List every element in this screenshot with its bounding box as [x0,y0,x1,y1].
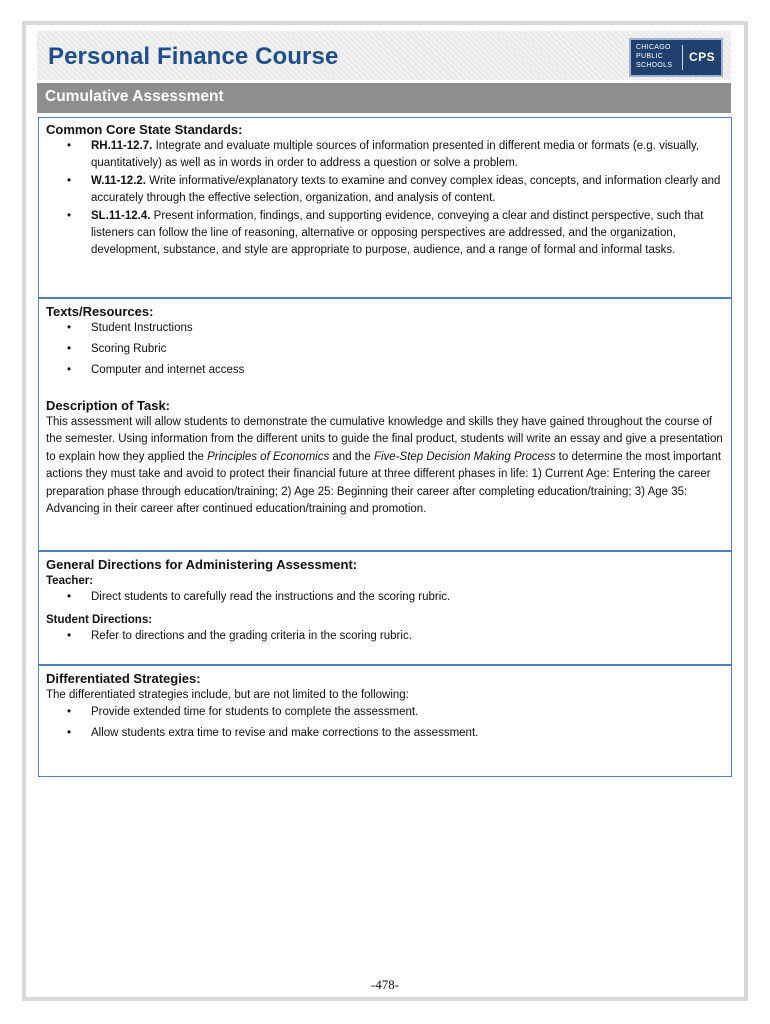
logo-line-1: CHICAGO [636,44,671,51]
teacher-list [46,589,723,606]
standard-text: Present information, findings, and supporting evidence, conveying a clear and distinct perspective, such that listeners can follow the line of reasoning, alternative or opposing perspectives are addressed, and the organization, development, substance, and style are appropriate to purpose, audience, and a range of formal and informal tasks. [91,209,704,257]
task-heading: Description of Task: [46,398,171,413]
logo-divider [682,45,683,70]
cps-logo [629,38,723,77]
strategy-item: • Provide extended time for students to complete the assessment. [46,704,723,721]
section-divider [39,550,731,552]
section-divider [39,297,731,299]
bullet-icon: • [67,174,72,187]
standard-text: Integrate and evaluate multiple sources of information presented in different media or formats (e.g. visually, quantitatively) as well as in words in order to address a question or solve a problem. [91,140,700,170]
subheader-bar [37,83,731,113]
resources-heading: Texts/Resources: [46,304,154,319]
page-title: Personal Finance Course [48,43,339,70]
task-description: This assessment will allow students to demonstrate the cumulative knowledge and skills they have gained throughout the course of the semester. Using information from the different units to guide the final product, students will write an essay and give a presentation to explain how they applied the Principles of Economics and the Five-Step Decision Making Process to determine the most important actions they must take and avoid to protect their financial future at three different phases in life: 1) Current Age: Entering the career preparation phase through education/training; 2) Age 25: Beginning their career after completing education/training; 3) Age 35: Advancing in their career after continued education/training and promotion. [46,416,723,516]
resource-item: • Scoring Rubric [46,341,723,358]
strategies-intro: The differentiated strategies include, but are not limited to the following: [46,689,409,701]
header-bar [37,31,731,80]
standard-text: Write informative/explanatory texts to examine and convey complex ideas, concepts, and information clearly and accurately through the effective selection, organization, and analysis of content. [91,174,721,205]
bullet-icon: • [67,630,72,643]
section-subtitle: Cumulative Assessment [45,88,224,105]
bullet-icon: • [67,140,72,152]
bullet-icon: • [67,209,72,222]
page-number: -478- [370,977,400,992]
task-section [39,394,731,518]
section-divider [39,664,731,666]
logo-wordmark [636,43,672,70]
strategies-heading: Differentiated Strategies: [46,671,201,686]
logo-abbreviation: CPS [689,50,716,64]
strategies-section [39,667,731,746]
teacher-item: • Direct students to carefully read the instructions and the scoring rubric. [46,589,723,606]
bullet-icon: • [67,322,72,334]
standard-item [46,208,723,260]
resources-list [46,320,723,379]
standard-code: W.11-12.2. [91,174,146,187]
content-box [38,117,732,777]
resource-item: • Computer and internet access [46,362,723,379]
strategy-item: • Allow students extra time to revise and make corrections to the assessment. [46,725,723,742]
bullet-icon: • [67,727,72,740]
bullet-icon: • [67,591,72,603]
standard-item [46,138,723,173]
bullet-icon: • [67,706,72,719]
directions-section [39,553,731,646]
bullet-icon: • [67,363,72,376]
standard-item [46,173,723,208]
bullet-icon: • [67,342,72,355]
directions-heading: General Directions for Administering Assessment: [46,557,358,572]
standard-code: SL.11-12.4. [91,209,151,222]
teacher-label: Teacher: [46,575,94,587]
logo-line-2: PUBLIC [636,53,664,60]
standards-heading: Common Core State Standards: [46,122,243,137]
resources-section [39,300,731,382]
resource-item: • Student Instructions [46,320,723,337]
student-directions-label: Student Directions: [46,614,153,627]
strategies-list [46,704,723,742]
student-item: • Refer to directions and the grading criteria in the scoring rubric. [46,628,723,645]
student-list [46,628,723,645]
standards-list [46,138,723,260]
standard-code: RH.11-12.7. [91,140,153,152]
standards-section [39,118,731,260]
logo-line-3: SCHOOLS [636,62,673,69]
